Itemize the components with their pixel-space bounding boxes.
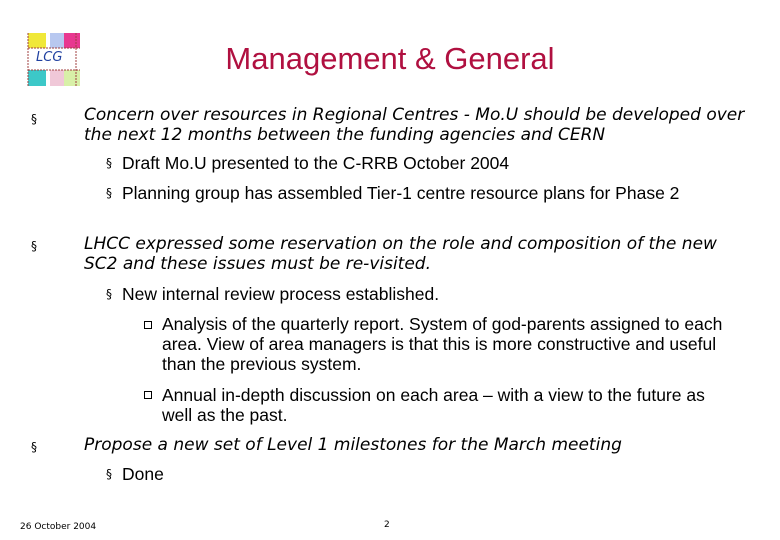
item-3-sub-1: Done — [122, 464, 164, 484]
item-1-sub-1: Draft Mo.U presented to the C-RRB October 2004 — [122, 153, 510, 173]
page-number: 2 — [384, 520, 390, 530]
sub-bullet-1-1: § — [106, 156, 112, 170]
item-2-text: LHCC expressed some reservation on the role and composition of the new SC2 and these issues must be re-visited. — [84, 234, 717, 274]
item-3-text: Propose a new set of Level 1 milestones for the March meeting — [84, 435, 622, 455]
sub-bullet-3-1: § — [106, 467, 112, 481]
box-bullet-2-2 — [144, 391, 152, 399]
bullet-1: § — [31, 112, 37, 126]
bullet-3: § — [31, 440, 37, 454]
sub-bullet-2-1: § — [106, 287, 112, 301]
lcg-logo — [22, 30, 82, 88]
footer-date: 26 October 2004 — [20, 522, 97, 532]
slide-title: Management & General — [225, 41, 555, 76]
item-1-sub-2: Planning group has assembled Tier-1 centre resource plans for Phase 2 — [122, 183, 680, 203]
item-2-sub-1: New internal review process established. — [122, 284, 440, 304]
item-2-subsub-1: Analysis of the quarterly report. System of god-parents assigned to each area. View of area managers is that this is more constructive and useful than the previous system. — [162, 314, 723, 374]
sub-bullet-1-2: § — [106, 186, 112, 200]
box-bullet-2-1 — [144, 321, 152, 329]
logo-text: LCG — [36, 50, 63, 65]
bullet-2: § — [31, 239, 37, 253]
item-2-subsub-2: Annual in-depth discussion on each area – with a view to the future as well as the past. — [162, 385, 705, 425]
item-1-text: Concern over resources in Regional Centres - Mo.U should be developed over the next 12 months between the funding agencies and CERN — [84, 105, 745, 145]
